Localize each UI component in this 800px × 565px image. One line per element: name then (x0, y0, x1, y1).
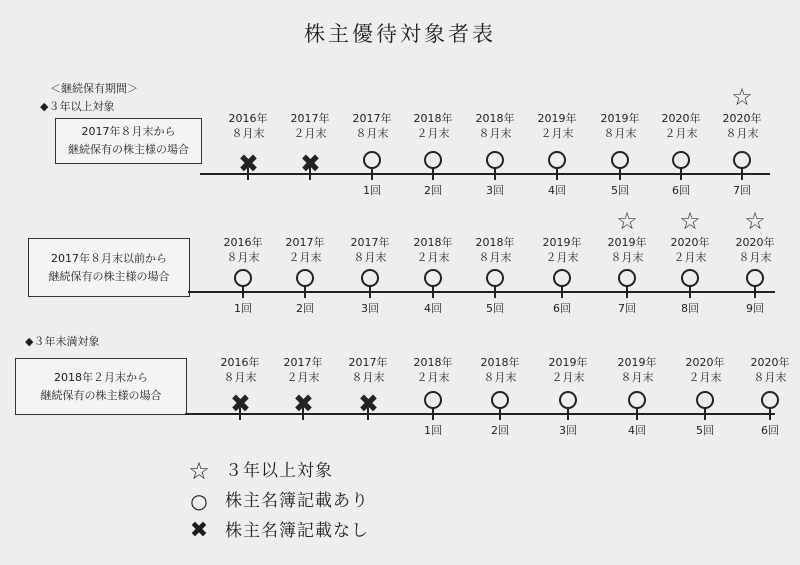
period-month: ８月末 (231, 127, 265, 140)
period-label (651, 111, 711, 141)
period-label (532, 235, 592, 265)
period-label (470, 355, 530, 385)
period-year: 2018年 (413, 356, 453, 369)
legend-item (185, 518, 445, 544)
period-label (280, 111, 340, 141)
holding-count: 3回 (559, 424, 577, 437)
star-icon: ☆ (616, 207, 638, 235)
period-label (403, 235, 463, 265)
period-label (725, 235, 785, 265)
holding-count: 4回 (424, 302, 442, 315)
holding-count: 3回 (361, 302, 379, 315)
section-3plus-heading: ◆３年以上対象 (40, 100, 115, 113)
circle-icon (363, 151, 381, 169)
holding-count: 6回 (553, 302, 571, 315)
period-year: 2018年 (413, 112, 453, 125)
period-year: 2019年 (548, 356, 588, 369)
period-label (210, 355, 270, 385)
holding-count: 6回 (761, 424, 779, 437)
cross-icon: ✖ (238, 149, 259, 178)
period-month: ２月末 (545, 251, 579, 264)
period-label (675, 355, 735, 385)
row-label-line2: 継続保有の株主様の場合 (68, 143, 189, 156)
circle-icon (491, 391, 509, 409)
legend-item (185, 458, 445, 484)
legend-text: 株主名簿記載なし (225, 521, 369, 541)
period-month: ２月末 (293, 127, 327, 140)
period-year: 2020年 (722, 112, 762, 125)
period-label (538, 355, 598, 385)
holding-count: 5回 (696, 424, 714, 437)
timeline-line (188, 291, 775, 293)
period-year: 2020年 (685, 356, 725, 369)
period-label (740, 355, 800, 385)
period-year: 2017年 (290, 112, 330, 125)
period-year: 2018年 (480, 356, 520, 369)
period-year: 2020年 (735, 236, 775, 249)
period-year: 2019年 (617, 356, 657, 369)
circle-icon (424, 269, 442, 287)
period-month: ８月末 (353, 251, 387, 264)
legend-text: 株主名簿記載あり (225, 491, 369, 511)
period-month: ８月末 (620, 371, 654, 384)
period-month: ２月末 (286, 371, 320, 384)
timeline-line (185, 413, 775, 415)
period-year: 2017年 (285, 236, 325, 249)
period-year: 2020年 (750, 356, 790, 369)
circle-icon (553, 269, 571, 287)
holding-count: 6回 (672, 184, 690, 197)
holding-count: 4回 (548, 184, 566, 197)
period-year: 2019年 (537, 112, 577, 125)
period-year: 2017年 (350, 236, 390, 249)
period-month: ８月末 (738, 251, 772, 264)
circle-icon (611, 151, 629, 169)
holding-count: 1回 (363, 184, 381, 197)
period-year: 2019年 (607, 236, 647, 249)
circle-icon (696, 391, 714, 409)
period-month: ８月末 (351, 371, 385, 384)
star-icon: ☆ (731, 83, 753, 111)
period-year: 2018年 (475, 236, 515, 249)
period-month: ２月末 (540, 127, 574, 140)
period-month: ２月末 (416, 251, 450, 264)
period-year: 2017年 (352, 112, 392, 125)
period-month: ８月末 (355, 127, 389, 140)
circle-icon (424, 391, 442, 409)
period-month: ２月末 (688, 371, 722, 384)
cross-icon: ✖ (293, 389, 314, 418)
period-year: 2020年 (661, 112, 701, 125)
holding-count: 4回 (628, 424, 646, 437)
row-label-line2: 継続保有の株主様の場合 (48, 269, 170, 283)
legend-text: ３年以上対象 (225, 461, 333, 481)
star-icon: ☆ (188, 457, 210, 485)
circle-icon (681, 269, 699, 287)
circle-icon (618, 269, 636, 287)
holding-count: 5回 (611, 184, 629, 197)
period-year: 2016年 (223, 236, 263, 249)
period-label (597, 235, 657, 265)
circle-icon (733, 151, 751, 169)
period-label (342, 111, 402, 141)
period-year: 2018年 (475, 112, 515, 125)
period-label (527, 111, 587, 141)
period-label (465, 235, 525, 265)
period-year: 2017年 (348, 356, 388, 369)
circle-icon (628, 391, 646, 409)
holding-count: 2回 (424, 184, 442, 197)
cross-icon: ✖ (230, 389, 251, 418)
star-icon: ☆ (744, 207, 766, 235)
period-label (403, 355, 463, 385)
period-month: ８月末 (603, 127, 637, 140)
star-icon: ☆ (679, 207, 701, 235)
period-month: ２月末 (416, 371, 450, 384)
period-year: 2017年 (283, 356, 323, 369)
legend-item (185, 488, 445, 514)
cross-icon: ✖ (189, 518, 209, 543)
period-month: ２月末 (551, 371, 585, 384)
period-month: ８月末 (483, 371, 517, 384)
circle-icon (234, 269, 252, 287)
period-year: 2020年 (670, 236, 710, 249)
period-year: 2019年 (542, 236, 582, 249)
period-month: ８月末 (478, 251, 512, 264)
circle-icon: ○ (190, 489, 208, 513)
holding-count: 1回 (424, 424, 442, 437)
holding-count: 9回 (746, 302, 764, 315)
period-label (660, 235, 720, 265)
period-label (275, 235, 335, 265)
period-year: 2016年 (220, 356, 260, 369)
row-label-line1: 2017年８月末以前から (51, 251, 167, 265)
period-year: 2018年 (413, 236, 453, 249)
period-year: 2016年 (228, 112, 268, 125)
circle-icon (486, 269, 504, 287)
period-month: ８月末 (478, 127, 512, 140)
period-month: ２月末 (416, 127, 450, 140)
row-label-line1: 2018年２月末から (54, 370, 148, 384)
period-label (590, 111, 650, 141)
holding-count: 1回 (234, 302, 252, 315)
page-title: 株主優待対象者表 (304, 22, 496, 46)
period-label (218, 111, 278, 141)
holding-count: 5回 (486, 302, 504, 315)
period-label (465, 111, 525, 141)
row-label-line1: 2017年８月末から (81, 125, 176, 138)
circle-icon (761, 391, 779, 409)
holding-count: 7回 (733, 184, 751, 197)
holding-count: 3回 (486, 184, 504, 197)
section-under3-heading: ◆３年未満対象 (25, 335, 100, 348)
circle-icon (548, 151, 566, 169)
cross-icon: ✖ (358, 389, 379, 418)
holding-count: 7回 (618, 302, 636, 315)
period-month: ８月末 (610, 251, 644, 264)
period-label (213, 235, 273, 265)
period-label (607, 355, 667, 385)
circle-icon (424, 151, 442, 169)
row-label-box (15, 358, 187, 415)
timeline-line (200, 173, 770, 175)
holding-count: 8回 (681, 302, 699, 315)
period-label: ＜継続保有期間＞ (50, 82, 138, 95)
circle-icon (296, 269, 314, 287)
period-month: ８月末 (226, 251, 260, 264)
circle-icon (361, 269, 379, 287)
row-label-box (55, 118, 202, 164)
row-label-box (28, 238, 190, 297)
cross-icon: ✖ (300, 149, 321, 178)
circle-icon (672, 151, 690, 169)
period-label (712, 111, 772, 141)
period-label (340, 235, 400, 265)
period-month: ８月末 (223, 371, 257, 384)
period-month: ８月末 (753, 371, 787, 384)
circle-icon (559, 391, 577, 409)
period-label (273, 355, 333, 385)
period-month: ２月末 (288, 251, 322, 264)
period-year: 2019年 (600, 112, 640, 125)
row-label-line2: 継続保有の株主様の場合 (40, 388, 162, 402)
holding-count: 2回 (491, 424, 509, 437)
circle-icon (486, 151, 504, 169)
period-month: ２月末 (664, 127, 698, 140)
period-month: ８月末 (725, 127, 759, 140)
period-label (403, 111, 463, 141)
circle-icon (746, 269, 764, 287)
period-label (338, 355, 398, 385)
period-month: ２月末 (673, 251, 707, 264)
holding-count: 2回 (296, 302, 314, 315)
